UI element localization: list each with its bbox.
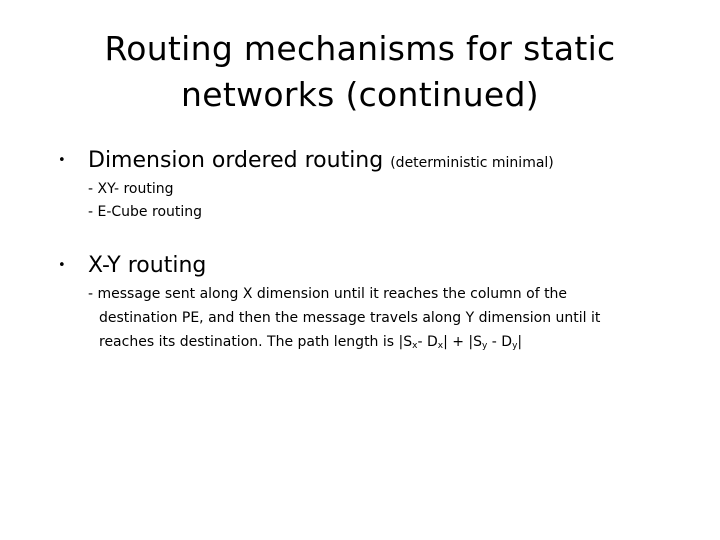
slide-title-line-1: Routing mechanisms for static [104, 29, 616, 68]
subscript-x-2: x [437, 341, 444, 351]
bullet-text-wrapper [88, 147, 554, 177]
description-line-2: destination PE, and then the message travels along Y dimension until it [99, 310, 601, 326]
description-line-1: - message sent along X dimension until it reaches the column of the [88, 286, 568, 302]
subitem-xy-routing: - XY- routing [88, 181, 174, 197]
bullet-text: Dimension ordered routing [88, 148, 384, 173]
bullet-note: (deterministic minimal) [390, 155, 554, 171]
subscript-y-1: y [482, 341, 488, 351]
bullet-marker: • [58, 258, 66, 273]
line-3-mid-2: | + |S [443, 334, 483, 350]
slide-title-line-2: networks (continued) [181, 75, 539, 114]
subitem-e-cube-routing: - E-Cube routing [88, 204, 203, 220]
x-y-routing-description [88, 282, 648, 354]
slide-title [0, 26, 720, 118]
line-3-end: | [517, 334, 523, 350]
bullet-text: X-Y routing [88, 253, 207, 278]
subscript-x-1: x [412, 341, 418, 351]
bullet-marker: • [58, 153, 66, 168]
line-3-mid-1: - D [417, 334, 438, 350]
line-3-prefix: reaches its destination. The path length is |S [99, 334, 413, 350]
line-3-mid-3: - D [487, 334, 513, 350]
description-line-3 [88, 330, 648, 354]
subscript-y-2: y [512, 341, 518, 351]
